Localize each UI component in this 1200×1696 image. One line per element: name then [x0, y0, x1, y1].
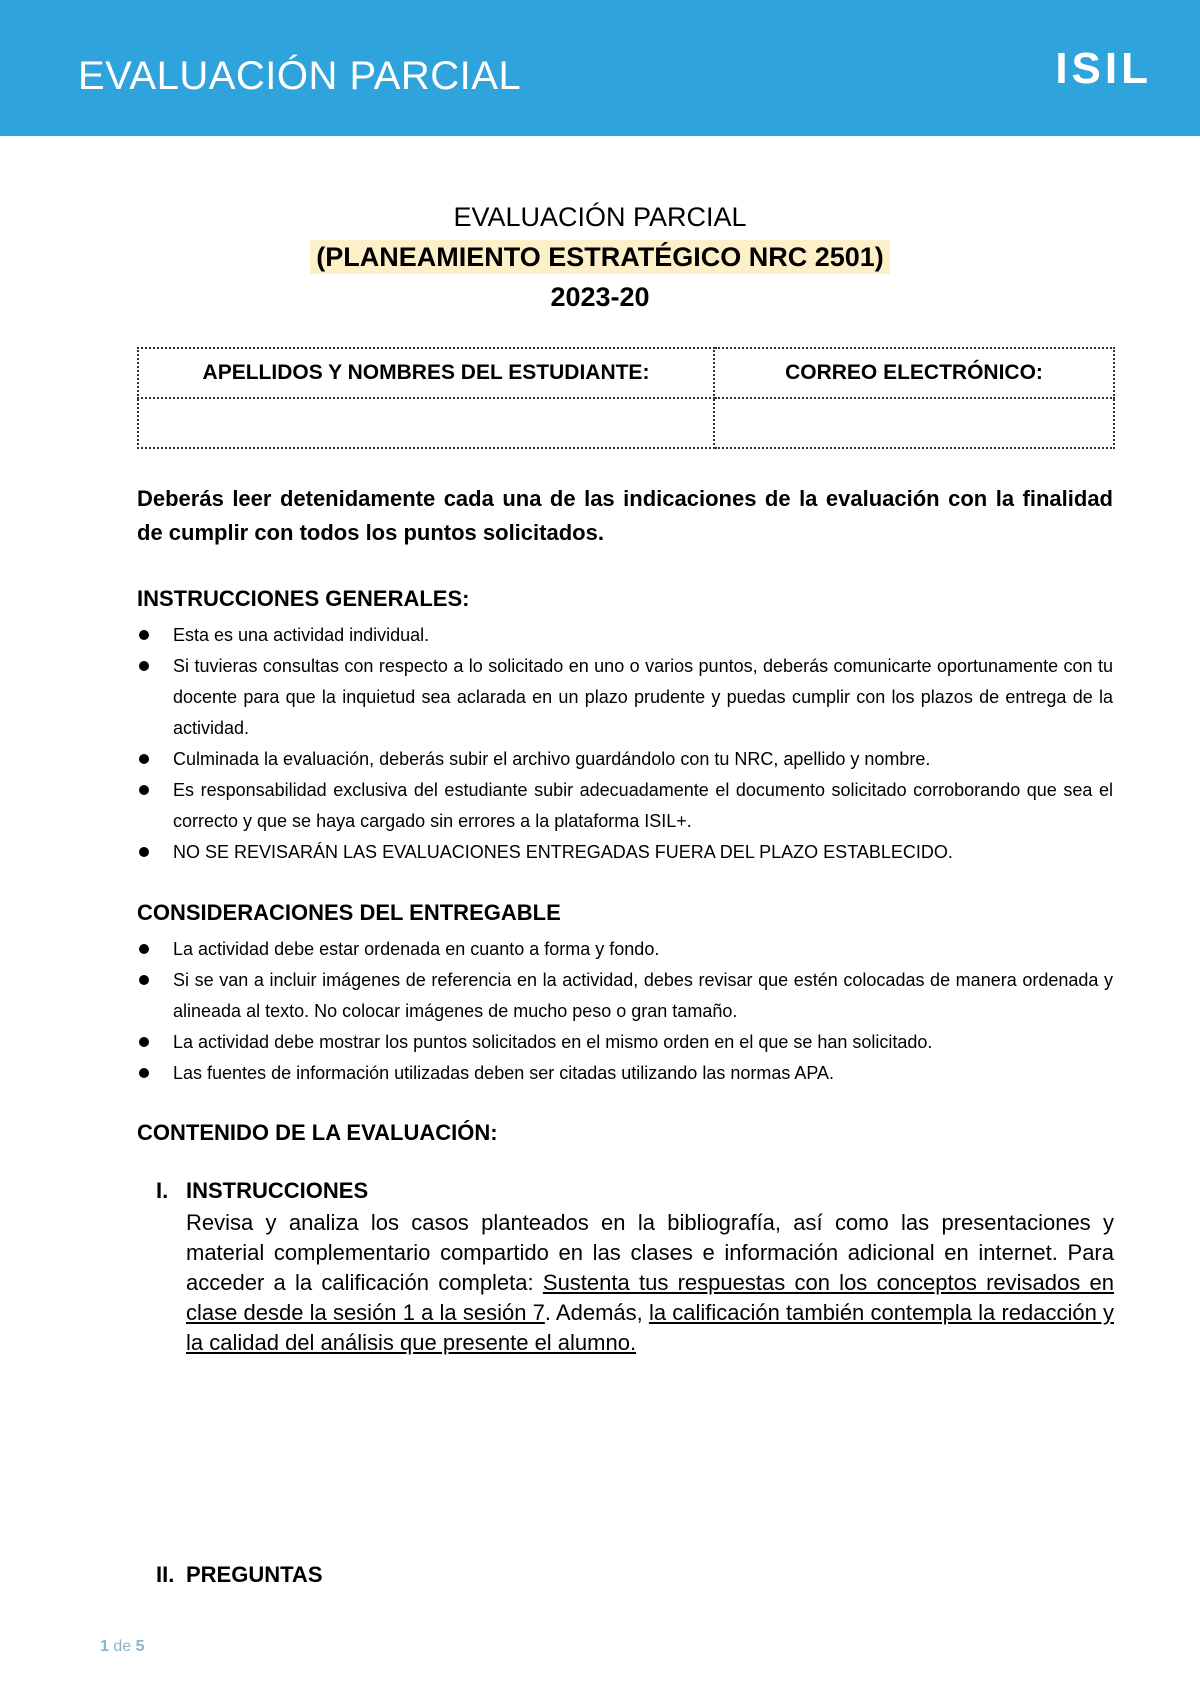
- section-instrucciones-heading: [156, 1178, 368, 1204]
- instructions-paragraph: [186, 1208, 1114, 1358]
- list-item-text: Si tuvieras consultas con respecto a lo solicitado en uno o varios puntos, deberás comunicarte oportunamente con tu docente para que la inquietud sea aclarada en un plazo prudente y puedas cumplir con los plazos de entrega de la actividad.: [173, 656, 1113, 738]
- deliverable-heading: CONSIDERACIONES DEL ENTREGABLE: [137, 900, 561, 925]
- section-title: PREGUNTAS: [186, 1562, 323, 1587]
- page-current: 1: [100, 1638, 109, 1655]
- section-number: II.: [156, 1562, 175, 1587]
- list-item: [137, 775, 1113, 837]
- list-item: [137, 1027, 1113, 1058]
- period-label: 2023-20: [550, 282, 650, 312]
- list-item-text: Esta es una actividad individual.: [173, 625, 430, 645]
- bullet-icon: [139, 944, 149, 954]
- isil-logo: ISIL: [1055, 44, 1152, 93]
- list-item: [137, 965, 1113, 1027]
- document-title: EVALUACIÓN PARCIAL: [453, 202, 747, 232]
- instructions-text-a: Revisa y analiza los casos planteados en la bibliografía, así como las presentaciones y material complementario compartido en las clases e información adicional en internet. Para acceder a la calificación completa:: [186, 1210, 1114, 1295]
- lead-paragraph: Deberás leer detenidamente cada una de las indicaciones de la evaluación con la finalidad de cumplir con todos los puntos solicitados.: [137, 486, 1113, 545]
- instructions-text-c: . Además,: [544, 1300, 649, 1325]
- general-instructions-list: [137, 620, 1113, 868]
- bullet-icon: [139, 1068, 149, 1078]
- list-item-text: Las fuentes de información utilizadas deben ser citadas utilizando las normas APA.: [173, 1063, 835, 1083]
- student-name-field[interactable]: [138, 398, 714, 448]
- deliverable-list: [137, 934, 1113, 1089]
- page-separator: de: [108, 1638, 136, 1655]
- header-title: EVALUACIÓN PARCIAL: [78, 54, 522, 98]
- instructions-underlined-2: la calificación también contempla la redacción y la calidad del análisis que presente el alumno.: [186, 1300, 1115, 1355]
- section-preguntas-heading: [156, 1562, 323, 1588]
- list-item: [137, 620, 1113, 651]
- table-header-row: [138, 348, 1114, 398]
- course-subtitle-highlight: (PLANEAMIENTO ESTRATÉGICO NRC 2501): [310, 240, 890, 274]
- list-item: [137, 651, 1113, 744]
- list-item-text: La actividad debe estar ordenada en cuanto a forma y fondo.: [173, 939, 660, 959]
- section-number: I.: [156, 1178, 169, 1203]
- bullet-icon: [139, 785, 149, 795]
- list-item: [137, 837, 1113, 868]
- bullet-icon: [139, 630, 149, 640]
- section-title: INSTRUCCIONES: [186, 1178, 369, 1203]
- student-name-header: APELLIDOS Y NOMBRES DEL ESTUDIANTE:: [138, 348, 714, 398]
- page-total: 5: [135, 1638, 145, 1655]
- bullet-icon: [139, 1037, 149, 1047]
- general-instructions-heading: INSTRUCCIONES GENERALES:: [137, 586, 470, 611]
- bullet-icon: [139, 661, 149, 671]
- list-item-text: Es responsabilidad exclusiva del estudiante subir adecuadamente el documento solicitado corroborando que sea el correcto y que se haya cargado sin errores a la plataforma ISIL+.: [173, 780, 1113, 831]
- list-item-text: Culminada la evaluación, deberás subir el archivo guardándolo con tu NRC, apellido y nombre.: [173, 749, 931, 769]
- bullet-icon: [139, 754, 149, 764]
- instructions-underlined-1: Sustenta tus respuestas con los conceptos revisados en clase desde la sesión 1 a la sesión 7: [186, 1270, 1114, 1325]
- list-item-text: Si se van a incluir imágenes de referencia en la actividad, debes revisar que estén colocadas de manera ordenada y alineada al texto. No colocar imágenes de mucho peso o gran tamaño.: [173, 970, 1113, 1021]
- table-input-row: [138, 398, 1114, 448]
- list-item: [137, 934, 1113, 965]
- bullet-icon: [139, 975, 149, 985]
- course-subtitle: [0, 242, 1200, 273]
- student-info-table: [137, 347, 1115, 449]
- list-item-text: La actividad debe mostrar los puntos solicitados en el mismo orden en el que se han solicitado.: [173, 1032, 933, 1052]
- list-item: [137, 1058, 1113, 1089]
- content-heading: CONTENIDO DE LA EVALUACIÓN:: [137, 1120, 498, 1145]
- page-number: [100, 1638, 145, 1656]
- list-item: [137, 744, 1113, 775]
- bullet-icon: [139, 847, 149, 857]
- email-field[interactable]: [714, 398, 1114, 448]
- list-item-text: NO SE REVISARÁN LAS EVALUACIONES ENTREGADAS FUERA DEL PLAZO ESTABLECIDO.: [173, 842, 953, 862]
- email-header: CORREO ELECTRÓNICO:: [714, 348, 1114, 398]
